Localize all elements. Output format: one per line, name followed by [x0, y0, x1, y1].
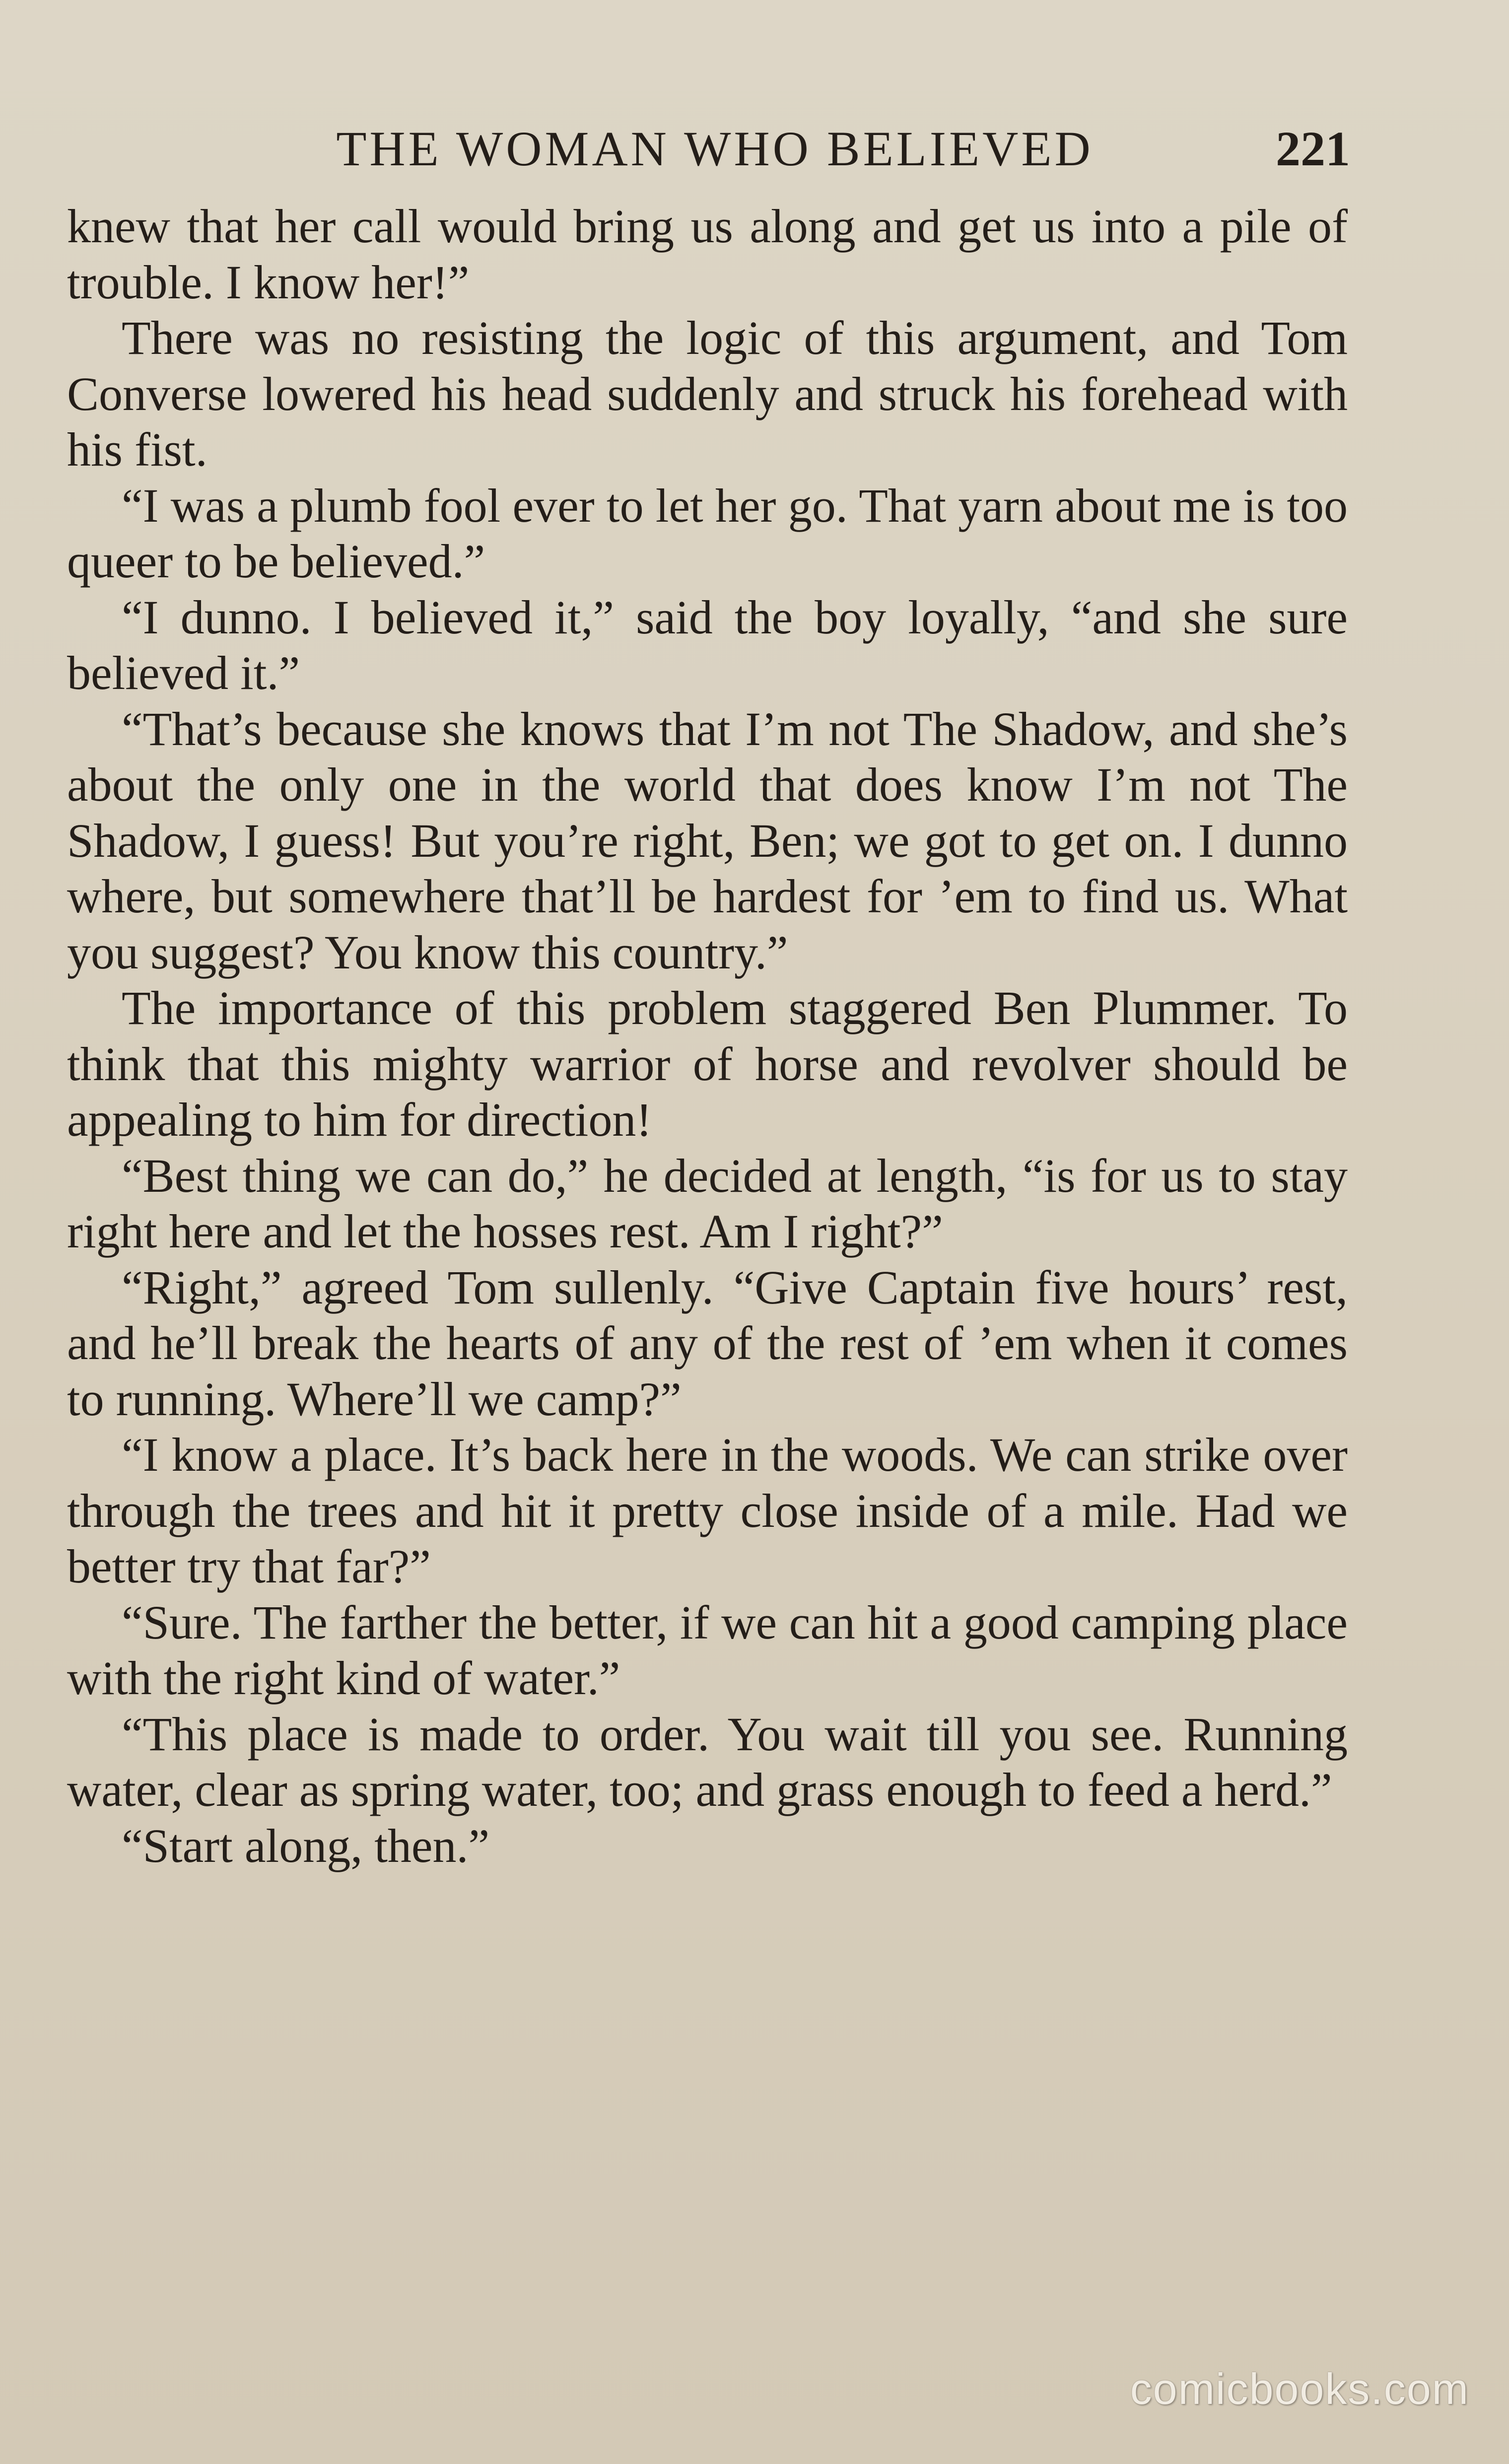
paragraph: “I was a plumb fool ever to let her go. That yarn about me is too queer to be believed.” — [67, 479, 1348, 588]
page-number: 221 — [1276, 121, 1350, 176]
paragraph-continued: knew that her call would bring us along and get us into a pile of trouble. I know her!” — [67, 200, 1348, 309]
page-header — [79, 114, 1350, 184]
paragraph: “Right,” agreed Tom sullenly. “Give Captain five hours’ rest, and he’ll break the hearts of any of the rest of ’em when it comes to running. Where’ll we camp?” — [67, 1260, 1348, 1426]
paragraph: The importance of this problem staggered Ben Plummer. To think that this mighty warrior of horse and revolver should be appealing to him for direction! — [67, 981, 1348, 1146]
paragraph: “I know a place. It’s back here in the woods. We can strike over through the trees and hit it pretty close inside of a mile. Had we better try that far?” — [67, 1428, 1348, 1593]
paragraph: “That’s because she knows that I’m not The Shadow, and she’s about the only one in the world that does know I’m not The Shadow, I guess! But you’re right, Ben; we got to get on. I dunno where, but somewhere that’ll be hardest for ’em to find us. What you suggest? You know this country.” — [67, 702, 1348, 979]
running-title: THE WOMAN WHO BELIEVED — [336, 121, 1094, 176]
paragraph: “Best thing we can do,” he decided at length, “is for us to stay right here and let the hosses rest. Am I right?” — [67, 1149, 1348, 1258]
paragraph: “This place is made to order. You wait till you see. Running water, clear as spring water, too; and grass enough to feed a herd.” — [67, 1707, 1348, 1816]
watermark: comicbooks.com — [1130, 2364, 1469, 2413]
paragraph: “Start along, then.” — [122, 1819, 490, 1872]
paragraph: “Sure. The farther the better, if we can hit a good camping place with the right kind of water.” — [67, 1595, 1348, 1705]
body-text — [67, 199, 1348, 1874]
paragraph: There was no resisting the logic of this argument, and Tom Converse lowered his head suddenly and struck his forehead with his fist. — [67, 311, 1348, 476]
paragraph: “I dunno. I believed it,” said the boy loyally, “and she sure believed it.” — [67, 590, 1348, 699]
